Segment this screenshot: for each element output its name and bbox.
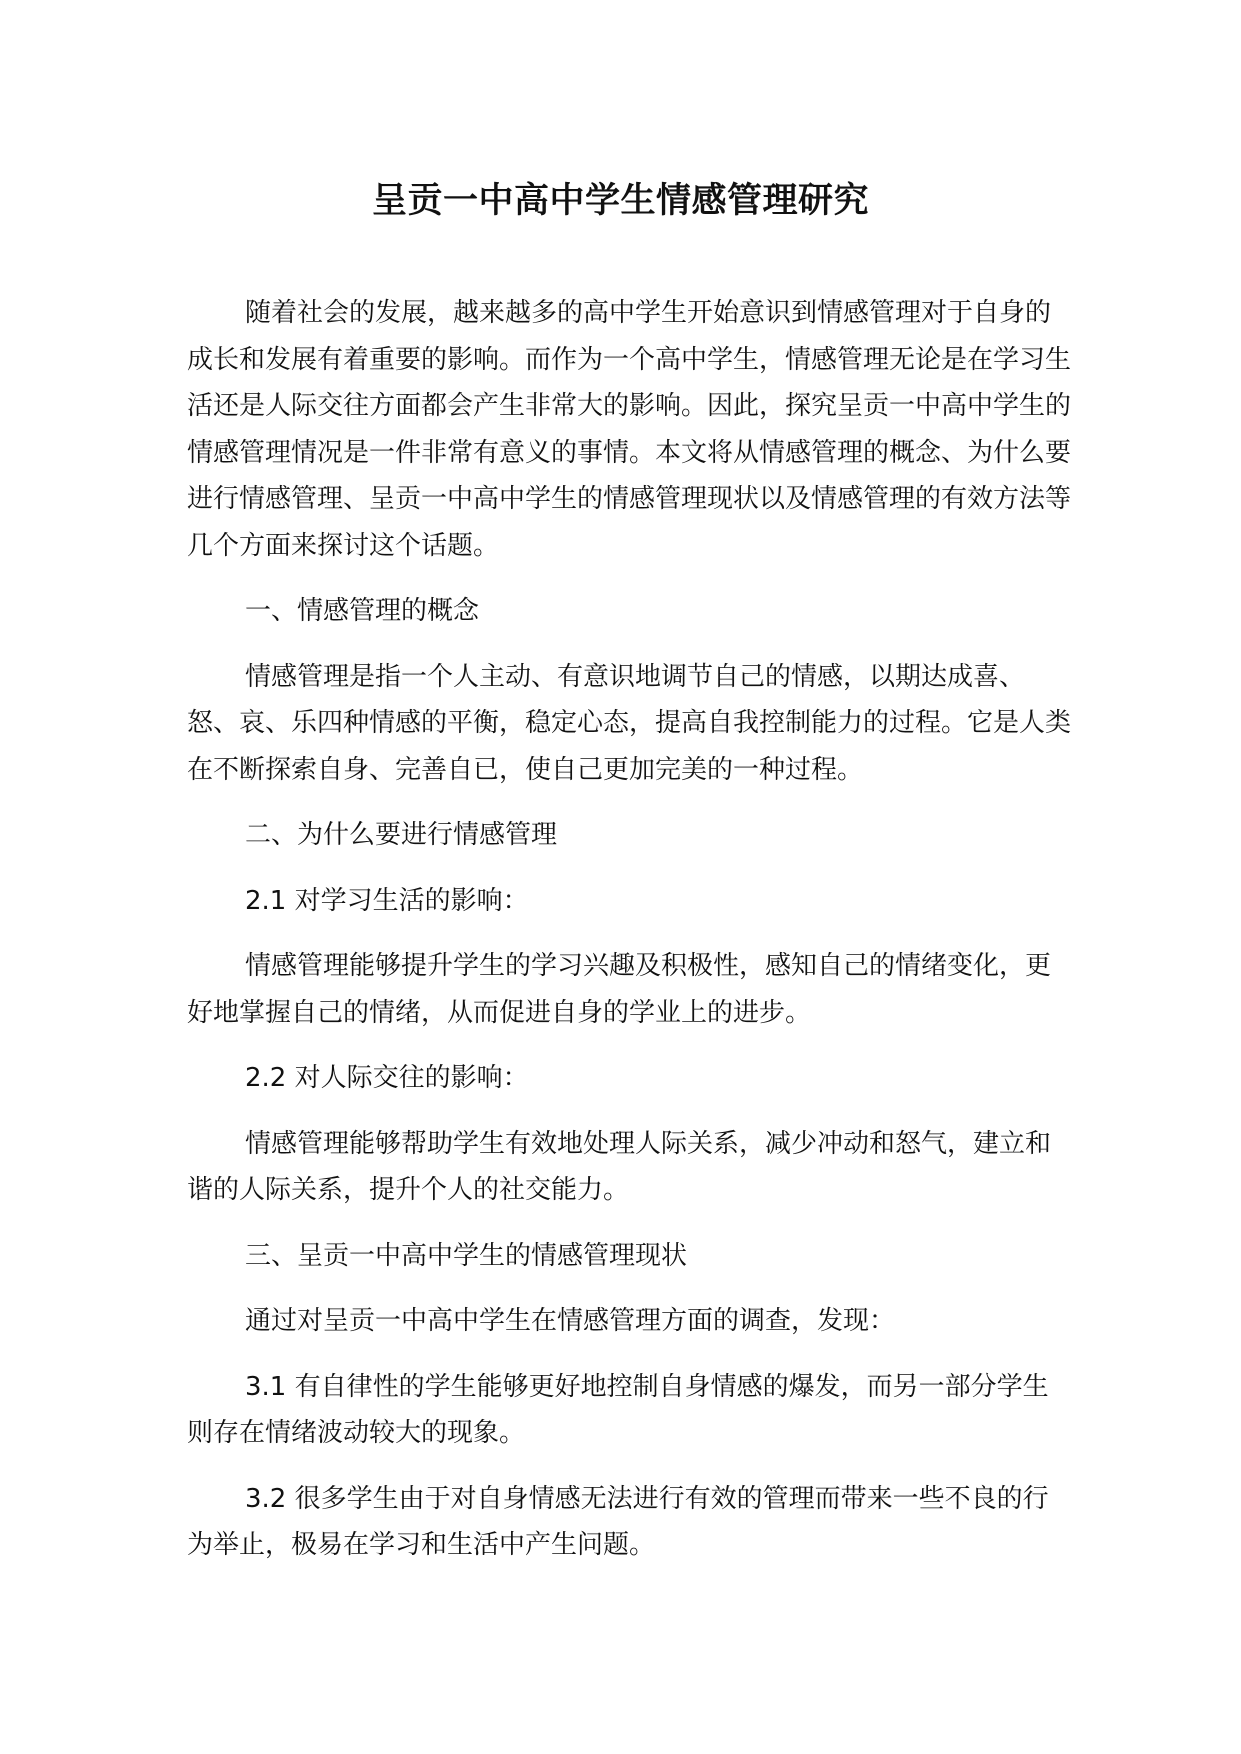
document-title: 呈贡一中高中学生情感管理研究: [371, 181, 869, 221]
paragraph-finding-3-1: 3.1 有自律性的学生能够更好地控制自身情感的爆发，而另一部分学生则存在情绪波动较大的现象。: [187, 1371, 1049, 1448]
paragraph-finding-3-2: 3.2 很多学生由于对自身情感无法进行有效的管理而带来一些不良的行为举止，极易在学习和生活中产生问题。: [187, 1483, 1049, 1560]
section-heading-1: 一、情感管理的概念: [245, 596, 480, 626]
subsection-heading-2-1: 2.1 对学习生活的影响：: [245, 885, 529, 916]
paragraph-study: 情感管理能够提升学生的学习兴趣及积极性，感知自己的情绪变化，更好地掌握自己的情绪，从而促进自身的学业上的进步。: [187, 951, 1052, 1028]
paragraph-survey: 通过对呈贡一中高中学生在情感管理方面的调查，发现：: [245, 1306, 896, 1336]
paragraph-social: 情感管理能够帮助学生有效地处理人际关系，减少冲动和怒气，建立和谐的人际关系，提升个人的社交能力。: [187, 1128, 1052, 1205]
section-heading-2: 二、为什么要进行情感管理: [245, 820, 558, 850]
paragraph-concept: 情感管理是指一个人主动、有意识地调节自己的情感，以期达成喜、怒、哀、乐四种情感的平衡，稳定心态，提高自我控制能力的过程。它是人类在不断探索自身、完善自已，使自己更加完美的一种过程。: [187, 661, 1072, 785]
paragraph-intro: 随着社会的发展，越来越多的高中学生开始意识到情感管理对于自身的成长和发展有着重要的影响。而作为一个高中学生，情感管理无论是在学习生活还是人际交往方面都会产生非常大的影响。因此，探究呈贡一中高中学生的情感管理情况是一件非常有意义的事情。本文将从情感管理的概念、为什么要进行情感管理、呈贡一中高中学生的情感管理现状以及情感管理的有效方法等几个方面来探讨这个话题。: [187, 298, 1072, 561]
document-body: [187, 290, 1073, 1569]
subsection-heading-2-2: 2.2 对人际交往的影响：: [245, 1063, 529, 1093]
section-heading-3: 三、呈贡一中高中学生的情感管理现状: [245, 1240, 688, 1271]
